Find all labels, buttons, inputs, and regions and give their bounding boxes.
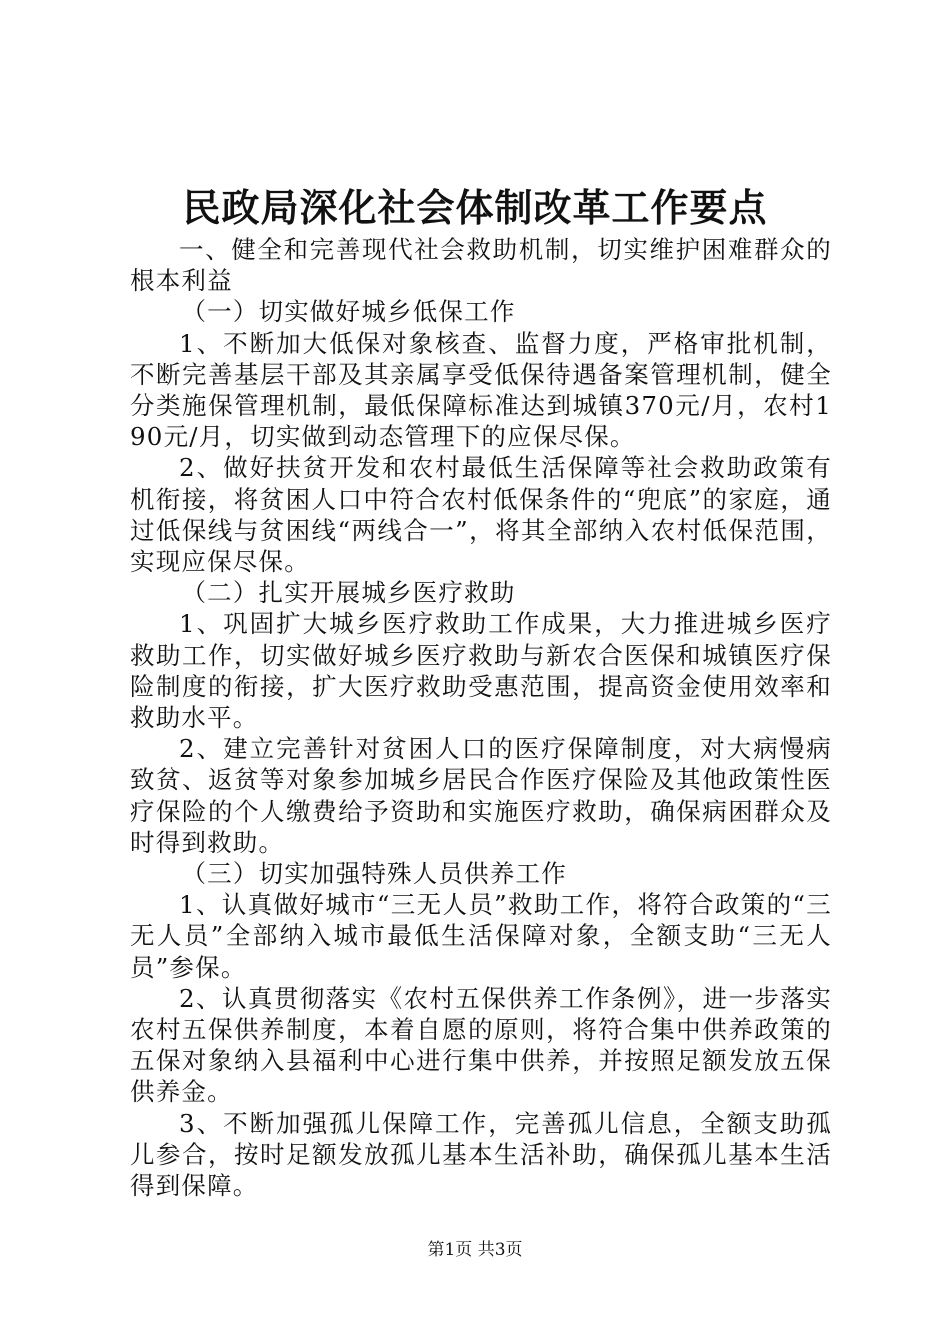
page-number: 第1页 共3页 [427, 1240, 523, 1260]
paragraph: 1、认真做好城市“三无人员”救助工作，将符合政策的“三无人员”全部纳入城市最低生活保障对象，全额支助“三无人员”参保。 [130, 890, 832, 982]
subsection-heading-3: （三）切实加强特殊人员供养工作 [181, 859, 567, 889]
paragraph: 2、建立完善针对贫困人口的医疗保障制度，对大病慢病致贫、返贫等对象参加城乡居民合作医疗保险及其他政策性医疗保险的个人缴费给予资助和实施医疗救助，确保病困群众及时得到救助。 [130, 734, 832, 857]
paragraph: 2、做好扶贫开发和农村最低生活保障等社会救助政策有机衔接，将贫困人口中符合农村低保条件的“兜底”的家庭，通过低保线与贫困线“两线合一”，将其全部纳入农村低保范围，实现应保尽保。 [130, 453, 832, 577]
paragraph: 1、不断加大低保对象核查、监督力度，严格审批机制，不断完善基层干部及其亲属享受低保待遇备案管理机制，健全分类施保管理机制，最低保障标准达到城镇370元/月，农村190元/月，切实做到动态管理下的应保尽保。 [130, 328, 832, 452]
section-heading-1: 一、健全和完善现代社会救助机制，切实维护困难群众的根本利益 [130, 235, 832, 296]
paragraph: 2、认真贯彻落实《农村五保供养工作条例》，进一步落实农村五保供养制度，本着自愿的原则，将符合集中供养政策的五保对象纳入县福利中心进行集中供养，并按照足额发放五保供养金。 [130, 983, 832, 1107]
paragraph: 3、不断加强孤儿保障工作，完善孤儿信息，全额支助孤儿参合，按时足额发放孤儿基本生活补助，确保孤儿基本生活得到保障。 [130, 1108, 832, 1201]
subsection-heading-2: （二）扎实开展城乡医疗救助 [181, 578, 516, 608]
document-title: 民政局深化社会体制改革工作要点 [182, 186, 768, 230]
document-body [130, 234, 832, 1201]
subsection-heading-1: （一）切实做好城乡低保工作 [181, 297, 516, 327]
paragraph: 1、巩固扩大城乡医疗救助工作成果，大力推进城乡医疗救助工作，切实做好城乡医疗救助与新农合医保和城镇医疗保险制度的衔接，扩大医疗救助受惠范围，提高资金使用效率和救助水平。 [130, 609, 832, 733]
